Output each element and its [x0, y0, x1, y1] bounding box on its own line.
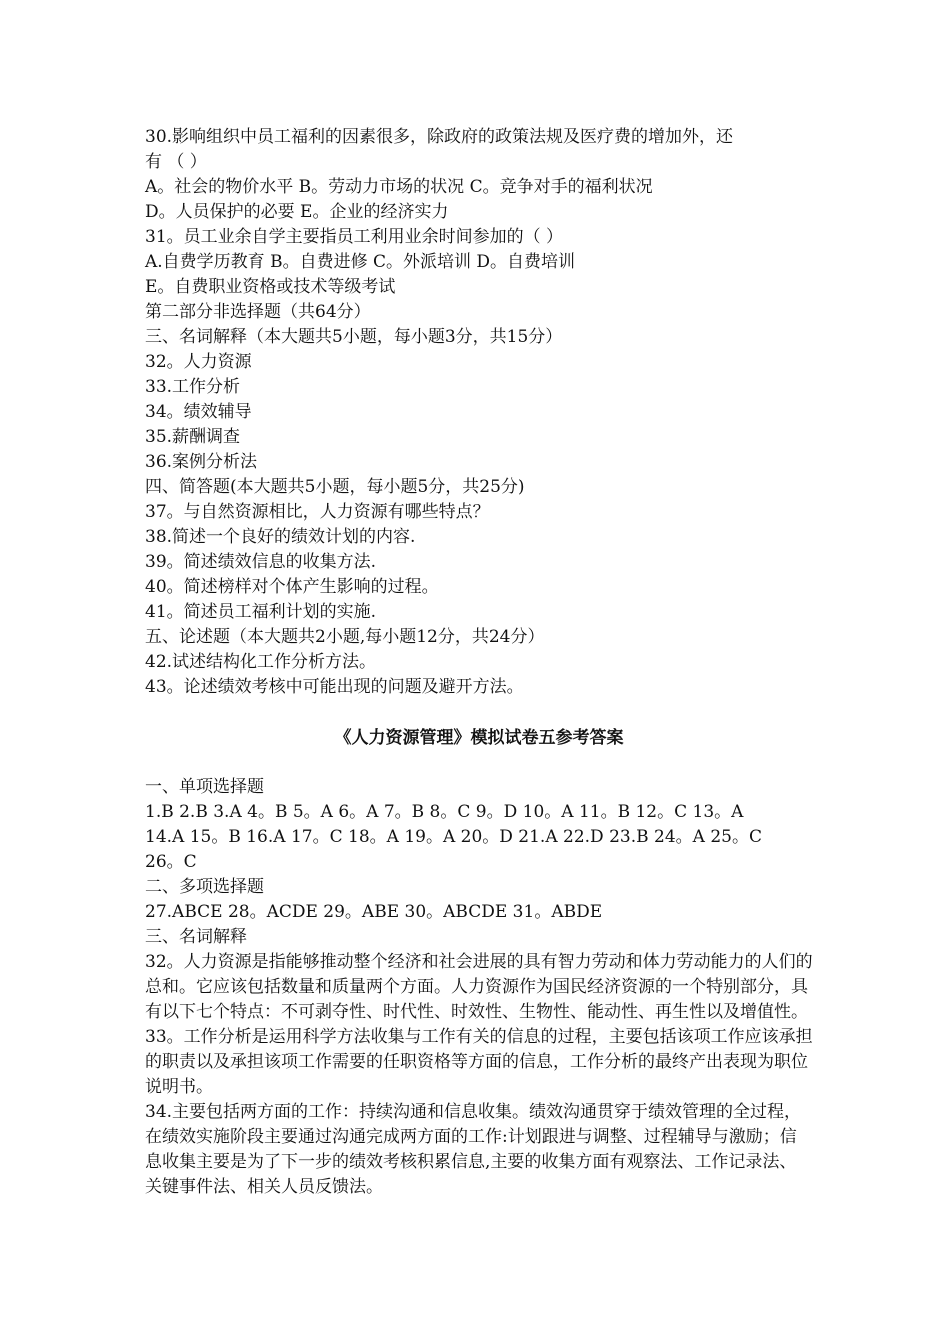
- answer-34: 34.主要包括两方面的工作：持续沟通和信息收集。绩效沟通贯穿于绩效管理的全过程，在绩效实施阶段主要通过沟通完成两方面的工作:计划跟进与调整、过程辅导与激励；信息收集主要是为了下一步的绩效考核积累信息,主要的收集方面有观察法、工作记录法、关键事件法、相关人员反馈法。: [145, 1102, 802, 1197]
- question-34: 34。绩效辅导: [145, 402, 252, 422]
- question-38: 38.简述一个良好的绩效计划的内容.: [145, 527, 416, 547]
- section-4-heading: 四、简答题(本大题共5小题，每小题5分，共25分): [145, 477, 525, 497]
- single-choice-answers-line-1: 1.B 2.B 3.A 4。B 5。A 6。A 7。B 8。C 9。D 10。A 11。B 12。C 13。A: [145, 802, 744, 822]
- question-31: 31。员工业余自学主要指员工利用业余时间参加的（ ）: [145, 227, 564, 247]
- answer-heading-multiple-choice: 二、多项选择题: [145, 877, 264, 897]
- question-30-options-2: D。人员保护的必要 E。企业的经济实力: [145, 202, 449, 222]
- question-30-options-1: A。社会的物价水平 B。劳动力市场的状况 C。竞争对手的福利状况: [145, 177, 653, 197]
- section-5-heading: 五、论述题（本大题共2小题,每小题12分，共24分）: [145, 627, 545, 647]
- question-41: 41。简述员工福利计划的实施.: [145, 602, 377, 622]
- question-35: 35.薪酬调查: [145, 427, 241, 447]
- question-36: 36.案例分析法: [145, 452, 258, 472]
- question-31-options-2: E。自费职业资格或技术等级考试: [145, 277, 396, 297]
- single-choice-answers-line-3: 26。C: [145, 852, 197, 872]
- question-42: 42.试述结构化工作分析方法。: [145, 652, 377, 672]
- section-3-heading: 三、名词解释（本大题共5小题，每小题3分，共15分）: [145, 327, 563, 347]
- question-43: 43。论述绩效考核中可能出现的问题及避开方法。: [145, 677, 524, 697]
- question-39: 39。简述绩效信息的收集方法.: [145, 552, 377, 572]
- question-37: 37。与自然资源相比，人力资源有哪些特点？: [145, 502, 490, 522]
- question-30-line-2: 有 （ ）: [145, 152, 207, 172]
- document-page: [145, 125, 813, 1200]
- question-31-options-1: A.自费学历教育 B。自费进修 C。外派培训 D。自费培训: [145, 252, 576, 272]
- answer-32: 32。人力资源是指能够推动整个经济和社会进展的具有智力劳动和体力劳动能力的人们的总和。它应该包括数量和质量两个方面。人力资源作为国民经济资源的一个特别部分，具有以下七个特点：不可剥夺性、时代性、时效性、生物性、能动性、再生性以及增值性。: [145, 952, 813, 1022]
- question-33: 33.工作分析: [145, 377, 241, 397]
- question-30-line-1: 30.影响组织中员工福利的因素很多，除政府的政策法规及医疗费的增加外，还: [145, 127, 734, 147]
- question-32: 32。人力资源: [145, 352, 252, 372]
- part-2-heading: 第二部分非选择题（共64分）: [145, 302, 371, 322]
- answer-33: 33。工作分析是运用科学方法收集与工作有关的信息的过程，主要包括该项工作应该承担的职责以及承担该项工作需要的任职资格等方面的信息，工作分析的最终产出表现为职位说明书。: [145, 1027, 813, 1097]
- multiple-choice-answers: 27.ABCE 28。ACDE 29。ABE 30。ABCDE 31。ABDE: [145, 902, 603, 922]
- answer-key-title: 《人力资源管理》模拟试卷五参考答案: [334, 728, 624, 748]
- answer-heading-single-choice: 一、单项选择题: [145, 777, 264, 797]
- question-40: 40。简述榜样对个体产生影响的过程。: [145, 577, 439, 597]
- single-choice-answers-line-2: 14.A 15。B 16.A 17。C 18。A 19。A 20。D 21.A 22.D 23.B 24。A 25。C: [145, 827, 762, 847]
- answer-heading-terms: 三、名词解释: [145, 927, 247, 947]
